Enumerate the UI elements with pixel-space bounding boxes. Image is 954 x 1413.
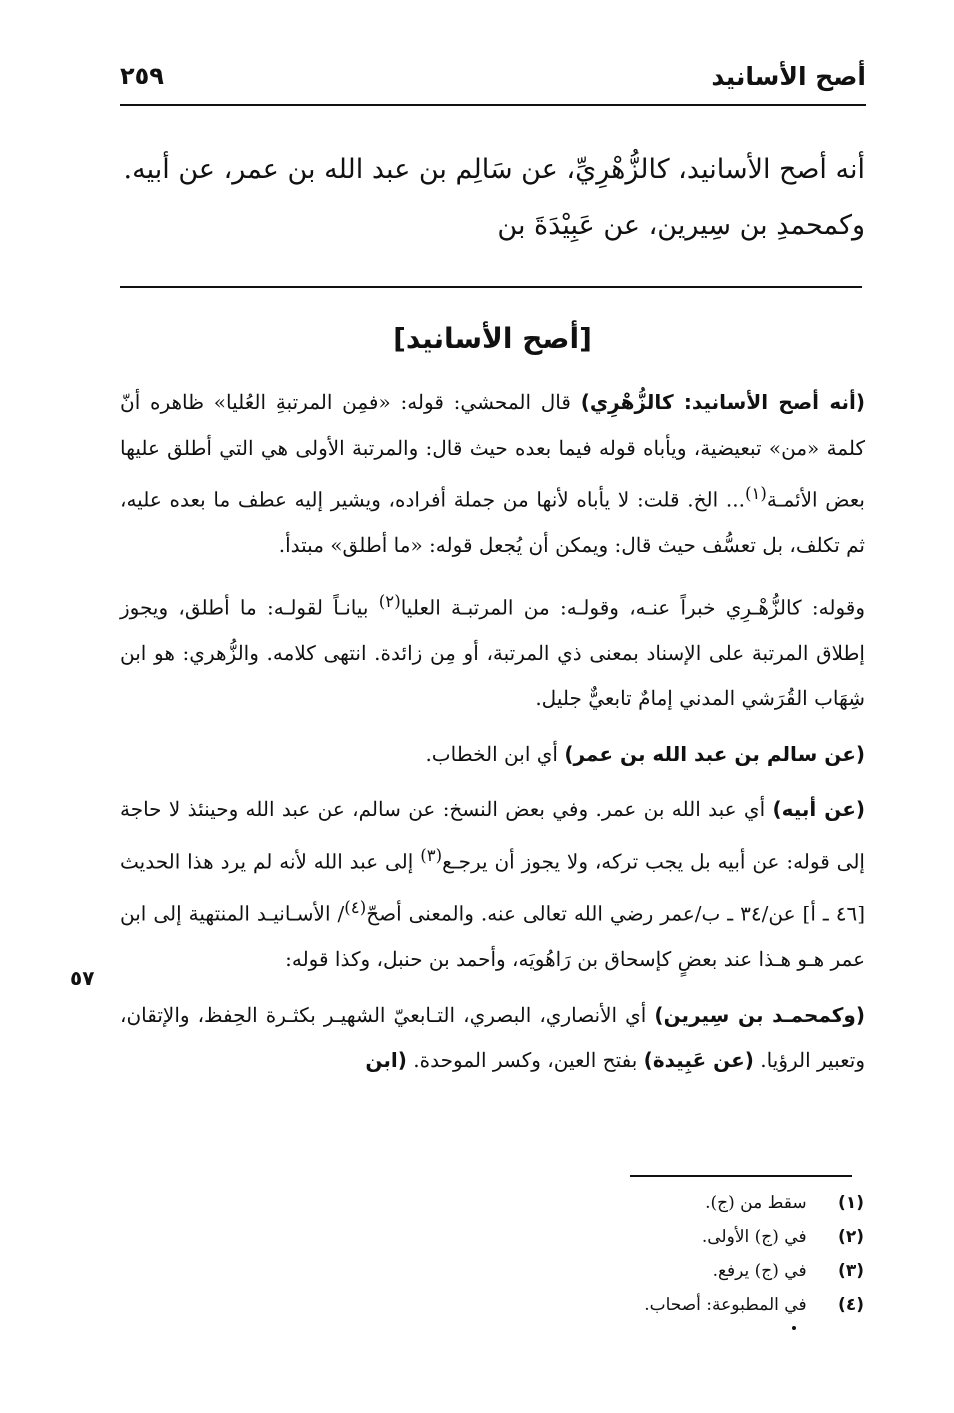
main-text-line: وكمحمدِ بن سِيرين، عن عَبِيْدَةَ بن: [497, 210, 865, 241]
footnote-rule: [630, 1175, 852, 1177]
header-rule: [120, 104, 866, 106]
commentary-paragraph: [120, 993, 865, 1084]
page-header: [120, 62, 866, 102]
quoted-lemma: (وكمحمـد بن سِيرين): [654, 1002, 865, 1027]
quoted-lemma: (عن أبيه): [772, 797, 866, 822]
paragraph-text: أي ابن الخطاب.: [425, 741, 565, 766]
footnote-ref: (١): [744, 484, 767, 503]
footnote-number: (١): [838, 1193, 864, 1213]
main-text-line: أنه أصح الأسانيد، كالزُّهْرِيِّ، عن سَالِم بن عبد الله بن عمر، عن أبيه.: [123, 154, 865, 185]
end-mark: [792, 1326, 796, 1330]
commentary: [120, 380, 865, 1094]
footnote-text: في المطبوعة: أصحاب.: [644, 1295, 807, 1315]
footnote-ref: (٤): [344, 897, 367, 917]
footnote-ref: (٢): [378, 591, 401, 611]
footnote-item: [264, 1254, 864, 1288]
footnotes: [264, 1186, 864, 1322]
paragraph-text: قال المحشي: قوله: «فمِن المرتبةِ العُليا» ظاهره أنّ كلمة «من» تبعيضية، ويأباه قوله فيما بعده حيث قال: والمرتبة الأولى هي التي أطلق عليها بعض الأئمـة: [120, 390, 865, 512]
footnote-item: [264, 1186, 864, 1220]
paragraph-text: إلى عبد الله لأنه لم يرد هذا الحديث [٤٦ ـ أ] عن/٣٤ ـ ب/عمر رضي الله تعالى عنه. والمعنى أصحّ: [120, 849, 866, 926]
quoted-lemma: (عن سالم بن عبد الله بن عمر): [564, 741, 865, 766]
footnote-number: (٤): [838, 1295, 864, 1315]
manuscript-folio-marker: ٥٧: [70, 966, 95, 990]
section-title: [أصح الأسانيد]: [393, 322, 592, 355]
paragraph-text: بفتح العين، وكسر الموحدة.: [406, 1048, 644, 1073]
paragraph-text: ... الخ. قلت: لا يأباه لأنها من جملة أفراده، ويشير إليه عطف ما بعده عليه، ثم تكلف، بل تعسُّف حيث قال: ويمكن أن يُجعل قوله: «ما أطلق» مبتدأ.: [120, 487, 865, 558]
paragraph-text: وقوله: كالزُّهْـرِي خبراً عنـه، وقولـه: من المرتبـة العليا: [400, 595, 866, 620]
commentary-paragraph: [120, 787, 865, 982]
page-number: ٢٥٩: [120, 62, 164, 90]
quoted-lemma: (ابن: [365, 1048, 407, 1073]
footnote-item: [264, 1288, 864, 1322]
main-text: [120, 142, 865, 254]
footnote-text: في (ج) يرفع.: [712, 1261, 807, 1281]
footnote-ref: (٣): [420, 845, 443, 865]
commentary-paragraph: [120, 732, 865, 778]
footnote-text: في (ج) الأولى.: [701, 1227, 807, 1247]
paragraph-text: أي عبد الله بن عمر. وفي بعض النسخ: عن سالم، عن عبد الله وحينئذ لا حاجة إلى قوله: عن أبيه بل يجب تركه، ولا يجوز أن يرجـع: [120, 797, 865, 874]
paragraph-text: / الأسـانيـد المنتهية إلى ابن عمر هـو هـذا عند بعضٍ كإسحاق بن رَاهُويَه، وأحمد بن حنبل، وكذا قوله:: [120, 901, 865, 972]
quoted-lemma: (أنه أصح الأسانيد: كالزُّهْرِي): [580, 390, 865, 414]
paragraph-text: بيانـاً لقولـه: ما أطلق، ويجوز إطلاق المرتبة على الإسناد بمعنى ذي المرتبة، أو مِن زائدة. انتهى كلامه. والزُّهري: هو ابن شِهَاب القُرَشي المدني إمامٌ تابعيٌّ جليل.: [120, 595, 865, 711]
footnote-item: [264, 1220, 864, 1254]
paragraph-text: أي الأنصاري، البصري، التـابعيّ الشهيـر بكثـرة الحِفظ، والإتقان، وتعبير الرؤيا.: [120, 1002, 865, 1073]
section-divider: [120, 286, 862, 288]
quoted-lemma: (عن عَبِيدة): [643, 1048, 754, 1073]
footnote-number: (٢): [838, 1227, 864, 1247]
commentary-paragraph: [120, 579, 865, 722]
footnote-number: (٣): [838, 1261, 864, 1281]
running-title: أصح الأسانيد: [711, 62, 866, 91]
commentary-paragraph: [120, 380, 865, 569]
footnote-text: سقط من (ج).: [705, 1193, 807, 1213]
